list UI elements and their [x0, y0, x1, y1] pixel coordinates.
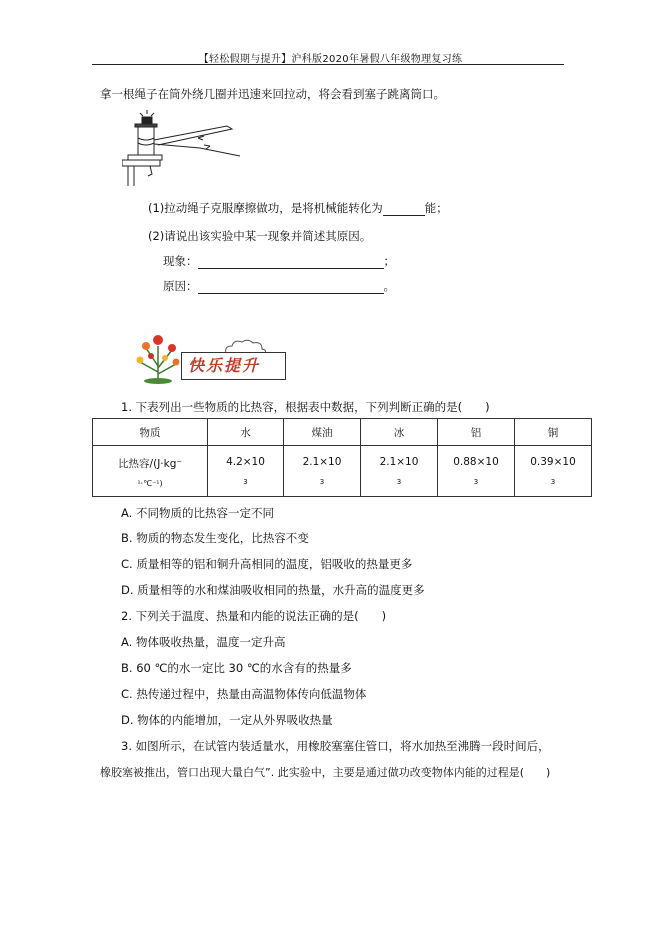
cell-exponent: 3 [243, 478, 248, 486]
header-divider [92, 64, 564, 65]
phenomenon-blank[interactable] [198, 256, 384, 269]
row-label-cell [93, 446, 208, 497]
cell-value: 2.1×10 [302, 456, 342, 468]
reason-label: 原因： [163, 279, 198, 293]
rope-lower [154, 144, 240, 156]
spark-line-3 [151, 113, 154, 116]
subquestion-2: (2)请说出该实验中某一现象并简述其原因。 [148, 229, 372, 243]
phenomenon-line [163, 253, 395, 269]
q1-option-b[interactable]: B. 物质的物态发生变化，比热容不变 [121, 531, 309, 545]
subquestion-1 [148, 200, 448, 216]
intro-text: 拿一根绳子在筒外绕几圈并迅速来回拉动，将会看到塞子跳离筒口。 [100, 87, 445, 101]
cell-value: 4.2×10 [226, 456, 265, 468]
phenomenon-label: 现象： [163, 254, 198, 268]
cell-value: 0.39×10 [530, 456, 576, 468]
banner-title: 快乐提升 [188, 356, 261, 375]
clamp-screw [148, 166, 152, 176]
bench-top [122, 160, 160, 166]
q3-line2: 橡胶塞被推出，管口出现大量白气”. 此实验中，主要是通过做功改变物体内能的过程是( ) [100, 766, 551, 779]
reason-line [163, 278, 395, 294]
cell-exponent: 3 [396, 478, 402, 486]
rope-upper [154, 126, 232, 145]
q2-option-a[interactable]: A. 物体吸收热量，温度一定升高 [121, 635, 286, 649]
spark-line-2 [140, 113, 143, 116]
brass-tube [138, 127, 154, 155]
table-header-cell: 煤油 [284, 419, 361, 446]
subquestion-1-end: 能； [424, 201, 448, 215]
energy-type-blank[interactable] [383, 203, 425, 216]
q1-stem: 1. 下表列出一些物质的比热容，根据表中数据，下列判断正确的是( ) [121, 400, 490, 414]
cell-exponent: 3 [550, 478, 556, 486]
q2-stem: 2. 下列关于温度、热量和内能的说法正确的是( ) [121, 609, 387, 623]
table-header-cell: 物质 [93, 419, 208, 446]
table-cell [284, 446, 361, 497]
row-label-line1: 比热容/(J·kg⁻ [118, 458, 182, 470]
table-cell [438, 446, 515, 497]
cell-value: 0.88×10 [453, 456, 499, 468]
cell-exponent: 3 [319, 478, 325, 486]
table-cell [361, 446, 438, 497]
table-cell [515, 446, 592, 497]
page-header: 【轻松假期与提升】沪科版2020年暑假八年级物理复习练 [198, 54, 463, 65]
table-header-cell: 冰 [361, 419, 438, 446]
phenomenon-end: ； [383, 254, 395, 268]
table-cell [208, 446, 284, 497]
reason-blank[interactable] [198, 281, 384, 294]
q2-option-b[interactable]: B. 60 ℃的水一定比 30 ℃的水含有的热量多 [121, 661, 352, 675]
specific-heat-table [92, 418, 592, 497]
flower-decoration-icon [134, 326, 182, 384]
table-row [93, 446, 592, 497]
rope-tube-experiment-figure [122, 108, 250, 188]
q2-option-d[interactable]: D. 物体的内能增加，一定从外界吸收热量 [121, 713, 333, 727]
q1-option-a[interactable]: A. 不同物质的比热容一定不同 [121, 506, 274, 520]
q1-option-d[interactable]: D. 质量相等的水和煤油吸收相同的热量，水升高的温度更多 [121, 583, 425, 597]
subquestion-1-text: (1)拉动绳子克服摩擦做功，是将机械能转化为 [148, 201, 383, 215]
table-header-cell: 铜 [515, 419, 592, 446]
table-header-row [93, 419, 592, 446]
cell-exponent: 3 [473, 478, 479, 486]
q2-option-c[interactable]: C. 热传递过程中，热量由高温物体传向低温物体 [121, 687, 367, 701]
cell-value: 2.1×10 [379, 456, 419, 468]
reason-end: 。 [383, 279, 395, 293]
q3-line1: 3. 如图所示，在试管内装适量水，用橡胶塞塞住管口，将水加热至沸腾一段时间后， [121, 739, 550, 753]
q1-option-c[interactable]: C. 质量相等的铝和铜升高相同的温度，铝吸收的热量更多 [121, 557, 413, 571]
stopper [142, 117, 152, 124]
row-label-line2: ¹·℃⁻¹) [137, 479, 163, 488]
table-header-cell: 水 [208, 419, 284, 446]
table-header-cell: 铝 [438, 419, 515, 446]
tube-clamp [128, 155, 162, 160]
pull-arrow-2 [204, 145, 210, 149]
